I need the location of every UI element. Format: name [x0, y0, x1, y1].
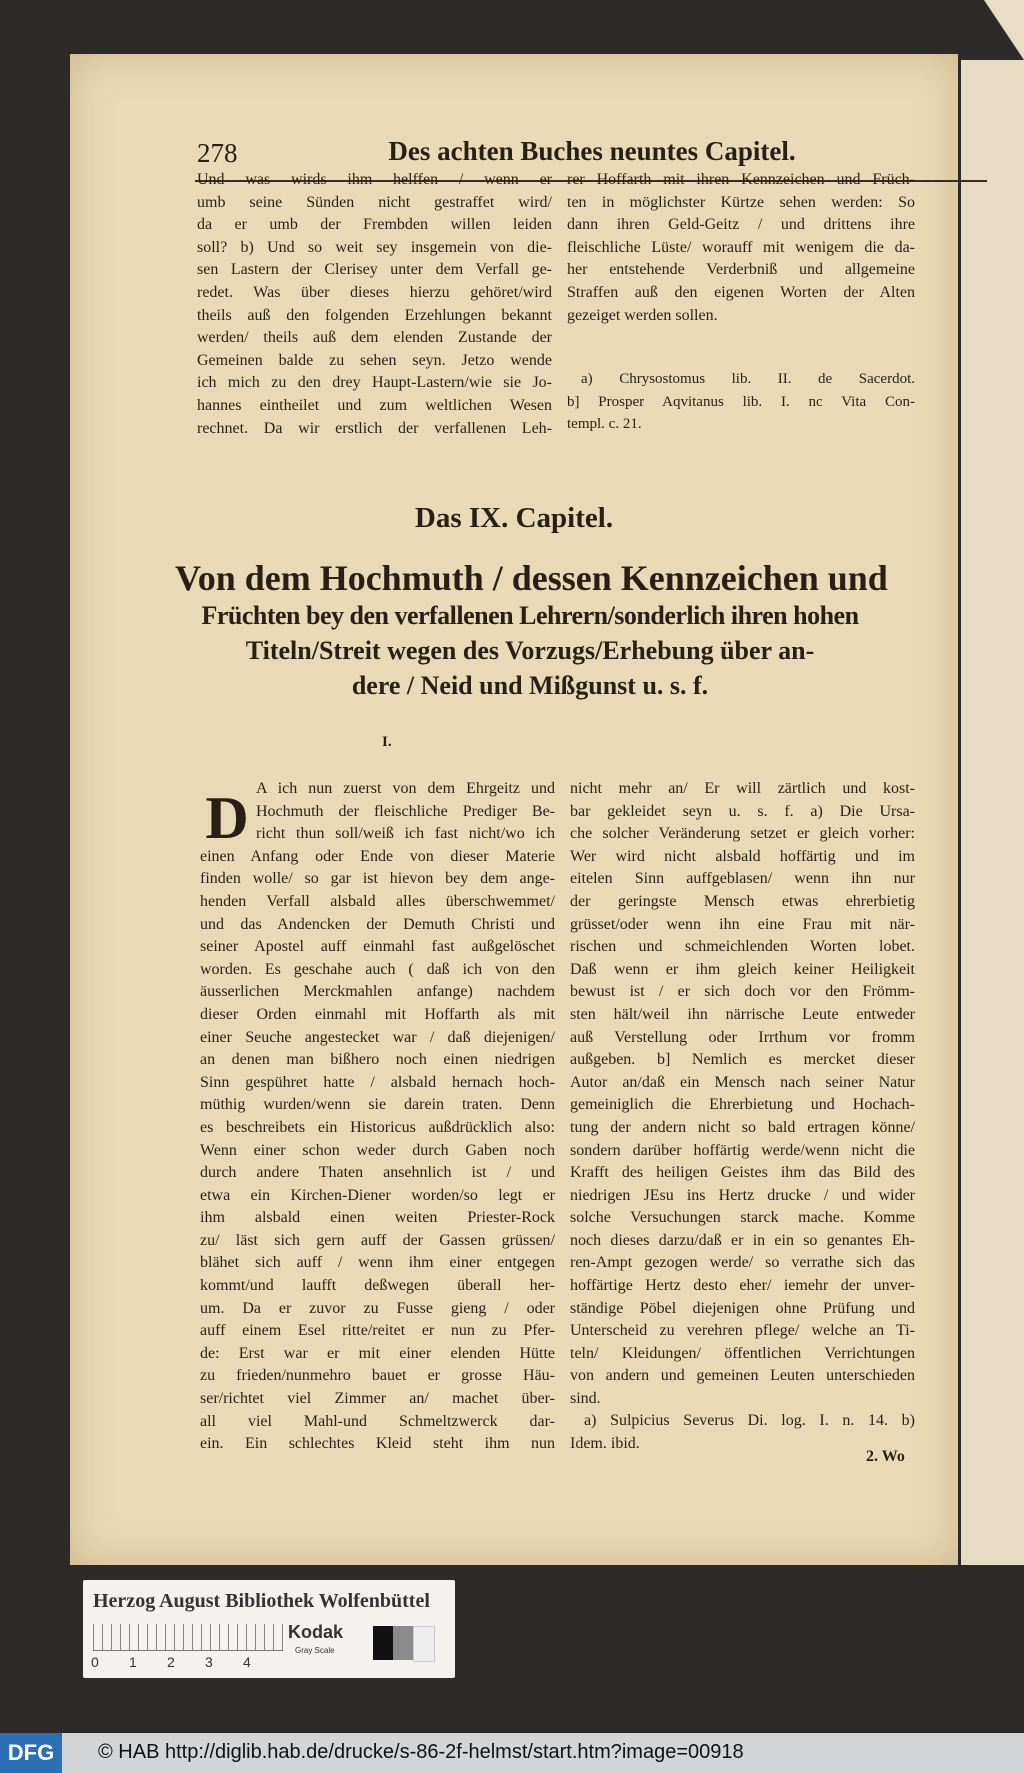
ruler-tick-label: 4 [243, 1654, 251, 1670]
text-line: umb seine Sünden nicht gestraffet wird/ [197, 193, 552, 211]
page-corner [984, 0, 1024, 60]
running-title: Des achten Buches neuntes Capitel. [388, 136, 796, 166]
text-line: Und was wirds ihm helffen / wenn er [197, 171, 552, 188]
gray-patch-white [413, 1626, 435, 1662]
text-line: sind. [570, 1390, 601, 1408]
text-line: blähet sich auff / wenn ihm einer entgegen [200, 1254, 555, 1272]
text-line: noch dieses darzu/daß er in ein so genantes Eh- [570, 1231, 915, 1249]
text-line: einer Seuche angestecket war / daß diejenigen/ [200, 1028, 555, 1046]
library-name: Herzog August Bibliothek Wolfenbüttel [93, 1590, 430, 1612]
text-line: Straffen auß den eigenen Worten der Alten [567, 283, 915, 301]
book-page [70, 54, 958, 1565]
ruler-tick-label: 0 [91, 1654, 99, 1670]
text-line: richt thun soll/weiß ich fast nicht/wo ich [256, 825, 555, 843]
text-line: rer Hoffarth mit ihren Kennzeichen und Früch- [567, 171, 915, 188]
text-line: ich mich zu den drey Haupt-Lastern/wie sie Jo- [197, 374, 552, 392]
chapter-title-line: Von dem Hochmuth / dessen Kennzeichen und [175, 558, 888, 598]
running-header [197, 134, 987, 174]
text-line: Idem. ibid. [570, 1434, 640, 1452]
text-line: redet. Was über dieses hierzu gehöret/wird [197, 283, 552, 301]
chapter-title-line: Früchten bey den verfallenen Lehrern/sonderlich ihren hohen [201, 601, 859, 630]
right-column [570, 778, 915, 1411]
text-line: sen Lastern der Clerisey unter dem Verfall ge- [197, 261, 552, 279]
top-footnotes [567, 368, 915, 436]
text-line: solche Versuchungen starck mache. Komme [570, 1209, 915, 1227]
page-number: 278 [197, 138, 238, 168]
section-number: I. [382, 734, 392, 750]
text-line: ihm alsbald einen weiten Priester-Rock [200, 1209, 555, 1227]
text-line: che solcher Veränderung setzet er gleich vorher: [570, 825, 915, 843]
top-right-column [567, 169, 915, 327]
text-line: rechnet. Da wir erstlich der verfallenen Leh- [197, 419, 552, 437]
text-line: worden. Es geschahe auch ( daß ich von den [200, 960, 555, 978]
text-line: henden Verfall alsbald alles überschwemmet/ [200, 892, 555, 910]
text-line: dann ihren Geld-Geitz / und drittens ihre [567, 216, 915, 234]
text-line: bar gekleidet seyn u. s. f. a) Die Ursa- [570, 802, 915, 820]
text-line: äusserlichen Merckmahlen anfange) nachdem [200, 983, 555, 1001]
text-line: Krafft des heiligen Geistes ihm das Bild des [570, 1164, 915, 1182]
text-line: werden/ theils auß dem elenden Zustande der [197, 329, 552, 347]
text-line: ten in möglichster Kürtze sehen werden: So [567, 193, 915, 211]
text-line: auff einem Esel ritte/reitet er nun zu Pfer- [200, 1322, 555, 1340]
text-line: der geringste Mensch etwas ehrerbietig [570, 892, 915, 910]
text-line: hoffärtige Hertz desto eher/ iemehr der unver- [570, 1277, 915, 1295]
text-line: de: Erst war er mit einer elenden Hütte [200, 1344, 555, 1362]
text-line: da er umb der Frembden willen leiden [197, 216, 552, 234]
text-line: zu frieden/nunmehro bauet er grosse Häu- [200, 1367, 555, 1385]
dfg-logo: DFG [0, 1733, 62, 1773]
ruler-tick-label: 1 [129, 1654, 137, 1670]
text-line: b] Prosper Aqvitanus lib. I. nc Vita Con- [567, 393, 915, 410]
drop-cap: D [205, 785, 249, 851]
top-left-column [197, 169, 552, 440]
text-line: fleischliche Lüste/ worauff mit wenigem die da- [567, 238, 915, 256]
text-line: her entstehende Verderbniß und allgemeine [567, 261, 915, 279]
text-line: ein. Ein schlechtes Kleid steht ihm nun [200, 1435, 555, 1453]
text-line: A ich nun zuerst von dem Ehrgeitz und [256, 780, 555, 797]
text-line: a) Sulpicius Severus Di. log. I. n. 14. b) [584, 1412, 915, 1429]
text-line: Gemeinen balde zu sehen seyn. Jetzo wende [197, 351, 552, 369]
chapter-heading: Das IX. Capitel. [414, 502, 614, 534]
kodak-logo: Kodak [288, 1622, 344, 1642]
text-line: theils auß den folgenden Erzehlungen bekannt [197, 306, 552, 324]
text-line: zu/ läst sich gern auff der Gassen grüssen/ [200, 1231, 555, 1249]
text-line: gemeiniglich die Ehrerbietung und Hochach- [570, 1096, 915, 1114]
text-line: außgeben. b] Nemlich es mercket dieser [570, 1051, 915, 1069]
text-line: bewust ist / er sich doch vor den Frömm- [570, 983, 915, 1001]
text-line: Autor an/daß ein Mensch nach seiner Natur [570, 1073, 915, 1091]
scale-ruler [93, 1624, 283, 1651]
text-line: Wer wird nicht alsbald hoffärtig und im [570, 847, 915, 865]
text-line: soll? b) Und so weit sey insgemein von die- [197, 238, 552, 256]
text-line: von andern und gemeinen Leuten unterschieden [570, 1367, 915, 1385]
text-line: nicht mehr an/ Er will zärtlich und kost- [570, 780, 915, 797]
text-line: ser/richtet viel Zimmer an/ machet über- [200, 1390, 555, 1408]
text-line: finden wolle/ so gar ist hievon bey dem ange- [200, 870, 555, 888]
text-line: gezeiget werden sollen. [567, 306, 718, 324]
text-line: an denen man bißhero noch einen niedrigen [200, 1051, 555, 1069]
text-line: sten hält/weil ihn närrische Leute entweder [570, 1005, 915, 1023]
text-line: all viel Mahl-und Schmeltzwerck dar- [200, 1412, 555, 1430]
text-line: durch andere Thaten ansehnlich ist / und [200, 1164, 555, 1182]
catchword: 2. Wo [866, 1448, 905, 1465]
footer-bar [0, 1733, 1024, 1773]
text-line: hannes eintheilet und zum weltlichen Wesen [197, 396, 552, 414]
gray-scale-label: Gray Scale [295, 1646, 335, 1655]
ruler-tick-label: 3 [205, 1654, 213, 1670]
text-line: sondern darüber hoffärtig werde/wenn nicht die [570, 1141, 915, 1159]
copyright-link[interactable]: © HAB http://diglib.hab.de/drucke/s-86-2f-helmst/start.htm?image=00918 [98, 1741, 744, 1763]
text-line: tung der andern nicht so bald ertragen könne/ [570, 1118, 915, 1136]
text-line: einen Anfang oder Ende von dieser Materie [200, 847, 555, 865]
text-line: rischen und schmeichlenden Worten lobet. [570, 938, 915, 956]
library-color-card [83, 1580, 455, 1678]
text-line: es beschreibets ein Historicus außdrücklich also: [200, 1118, 555, 1136]
chapter-title-line: dere / Neid und Mißgunst u. s. f. [351, 671, 709, 700]
text-line: Daß wenn er ihm gleich keiner Heiligkeit [570, 960, 915, 978]
text-line: a) Chrysostomus lib. II. de Sacerdot. [581, 371, 915, 387]
text-line: templ. c. 21. [567, 416, 642, 433]
text-line: niedrigen JEsu ins Hertz drucke / und wider [570, 1186, 915, 1204]
ruler-tick-label: 2 [167, 1654, 175, 1670]
text-line: etwa ein Kirchen-Diener worden/so legt er [200, 1186, 555, 1204]
bottom-footnotes [570, 1410, 915, 1455]
text-line: ren-Ampt gezogen werde/ so verrathe sich das [570, 1254, 915, 1272]
text-line: kommt/und laufft deßwegen überall her- [200, 1277, 555, 1295]
text-line: Unterscheid zu verehren pflege/ welche an Ti- [570, 1322, 915, 1340]
left-column [200, 778, 555, 1456]
text-line: teln/ Kleidungen/ öffentlichen Verrichtungen [570, 1344, 915, 1362]
text-line: um. Da er zuvor zu Fusse gieng / oder [200, 1299, 555, 1317]
text-line: eitelen Sinn auffgeblasen/ wenn ihn nur [570, 870, 915, 888]
text-line: ständige Pöbel diejenigen ohne Prüfung und [570, 1299, 915, 1317]
adjacent-page-edge [961, 60, 1024, 1565]
text-line: seiner Apostel auff einmahl fast außgelöschet [200, 938, 555, 956]
text-line: Hochmuth der fleischliche Prediger Be- [256, 802, 555, 820]
chapter-title-line: Titeln/Streit wegen des Vorzugs/Erhebung über an- [245, 636, 815, 665]
text-line: dieser Orden einmahl mit Hoffarth als mit [200, 1005, 555, 1023]
ruler-ticks [91, 1654, 291, 1670]
text-line: grüsset/oder wenn ihn eine Frau mit när- [570, 915, 915, 933]
gray-patch-mid [393, 1626, 413, 1660]
text-line: Wenn einer schon weder durch Gaben noch [200, 1141, 555, 1159]
text-line: auß Verstellung oder Irrthum vor fromm [570, 1028, 915, 1046]
text-line: Sinn gespühret hatte / alsbald hernach hoch- [200, 1073, 555, 1091]
text-line: und das Andencken der Demuth Christi und [200, 915, 555, 933]
gray-patch-black [373, 1626, 393, 1660]
text-line: müthig wurden/wenn sie darein traten. Denn [200, 1096, 555, 1114]
